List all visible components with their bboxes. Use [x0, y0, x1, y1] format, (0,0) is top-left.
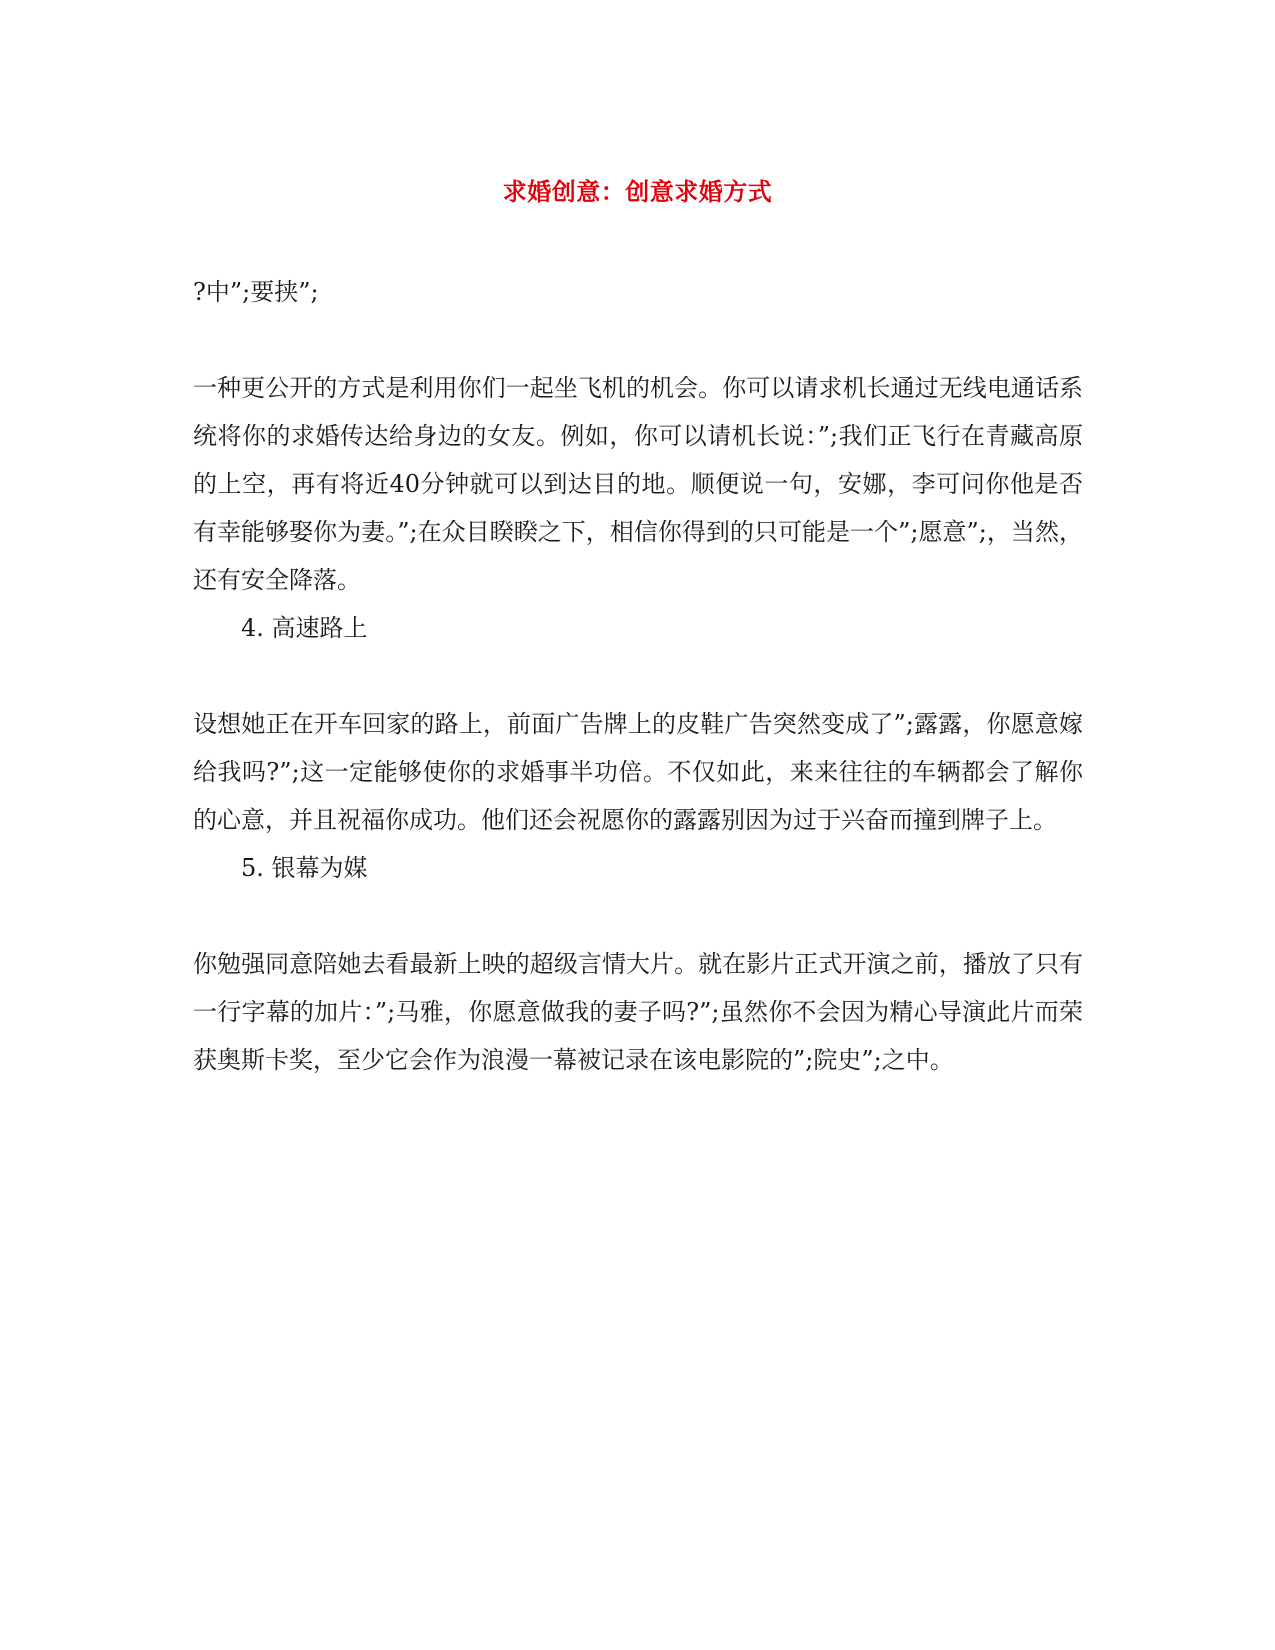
- paragraph-airplane: 一种更公开的方式是利用你们一起坐飞机的机会。你可以请求机长通过无线电通话系统将你的求婚传达给身边的女友。例如，你可以请机长说：”;我们正飞行在青藏高原的上空，再有将近40分钟就可以到达目的地。顺便说一句，安娜，李可问你他是否有幸能够娶你为妻。”;在众目睽睽之下，相信你得到的只可能是一个”;愿意”;，当然，还有安全降落。: [193, 374, 1083, 594]
- paragraph-highway: 设想她正在开车回家的路上，前面广告牌上的皮鞋广告突然变成了”;露露，你愿意嫁给我吗?”;这一定能够使你的求婚事半功倍。不仅如此，来来往往的车辆都会了解你的心意，并且祝福你成功。他们还会祝愿你的露露别因为过于兴奋而撞到牌子上。: [193, 710, 1083, 834]
- intro-fragment: ?中”;要挟”;: [193, 278, 319, 306]
- section-heading-5: 5. 银幕为媒: [241, 854, 368, 882]
- paragraph-cinema: 你勉强同意陪她去看最新上映的超级言情大片。就在影片正式开演之前，播放了只有一行字幕的加片：”;马雅，你愿意做我的妻子吗?”;虽然你不会因为精心导演此片而荣获奥斯卡奖，至少它会作为浪漫一幕被记录在该电影院的”;院史”;之中。: [193, 950, 1083, 1074]
- section-heading-4: 4. 高速路上: [241, 614, 368, 642]
- document-body: [193, 268, 1083, 1084]
- document-title: 求婚创意：创意求婚方式: [502, 177, 773, 206]
